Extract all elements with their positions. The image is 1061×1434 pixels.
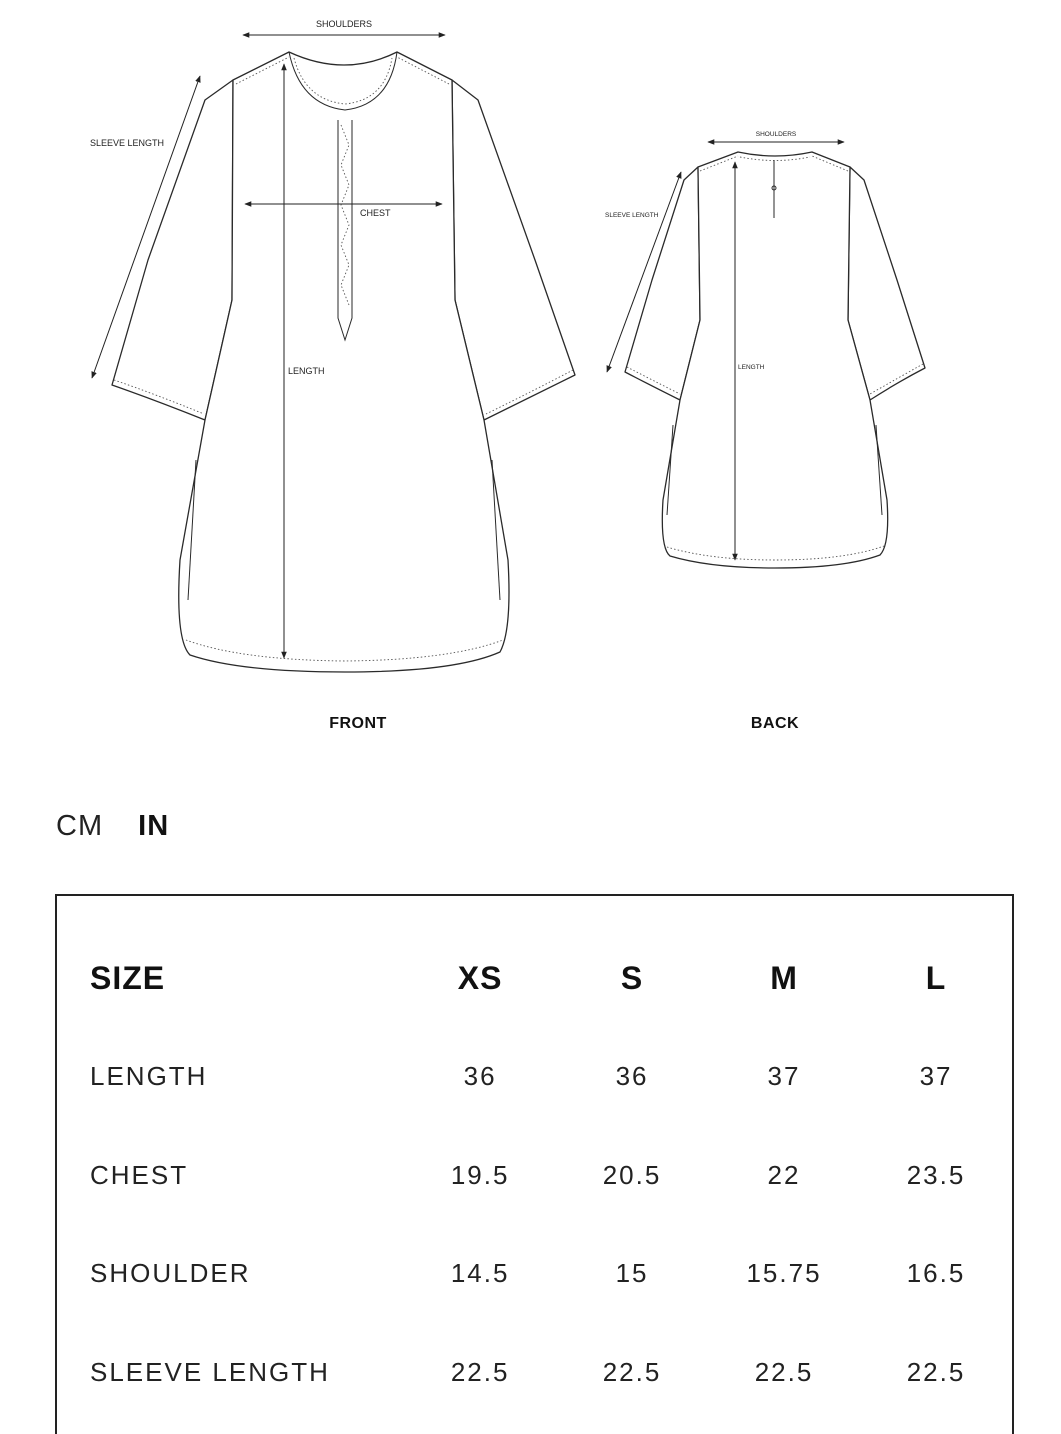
cell-value: 37 [767,1061,801,1092]
table-row [90,1028,1012,1127]
cell-value: 36 [615,1061,649,1092]
front-chest-label: CHEST [360,208,391,218]
cell-value: 22 [767,1159,801,1190]
cell-value: 23.5 [906,1159,966,1190]
cell-value: 22.5 [754,1356,814,1387]
cell-value: 15 [615,1258,649,1289]
table-row [90,1126,1012,1225]
row-label: LENGTH [90,1061,208,1092]
table-row [90,1323,1012,1422]
back-view-label: BACK [750,715,800,732]
table-row [90,1225,1012,1324]
cell-value: 22.5 [602,1356,662,1387]
back-shoulders-label: SHOULDERS [755,131,797,138]
unit-cm-option[interactable]: CM [56,810,104,842]
back-sleeve-length-label: SLEEVE LENGTH [605,212,659,219]
table-header-row [90,929,1012,1028]
header-l: L [925,959,947,996]
unit-in-option[interactable]: IN [138,810,170,842]
cell-value: 36 [463,1061,497,1092]
cell-value: 37 [919,1061,953,1092]
back-garment [625,152,925,568]
front-shoulders-label: SHOULDERS [315,19,373,29]
front-view-label: FRONT [329,715,387,732]
cell-value: 19.5 [450,1159,510,1190]
size-table [90,929,1012,1422]
row-label: SHOULDER [90,1258,251,1289]
cell-value: 20.5 [602,1159,662,1190]
cell-value: 22.5 [906,1356,966,1387]
cell-value: 22.5 [450,1356,510,1387]
row-label: CHEST [90,1159,189,1190]
row-label: SLEEVE LENGTH [90,1356,330,1387]
header-size: SIZE [90,959,166,996]
front-sleeve-length-label: SLEEVE LENGTH [90,138,165,148]
header-s: S [620,959,644,996]
size-chart [55,894,1014,1434]
front-garment [112,52,575,672]
back-length-label: LENGTH [738,364,765,371]
header-xs: XS [457,959,503,996]
cell-value: 14.5 [450,1258,510,1289]
cell-value: 15.75 [746,1258,822,1289]
cell-value: 16.5 [906,1258,966,1289]
front-length-label: LENGTH [288,366,325,376]
header-m: M [770,959,798,996]
unit-toggle [56,810,195,843]
